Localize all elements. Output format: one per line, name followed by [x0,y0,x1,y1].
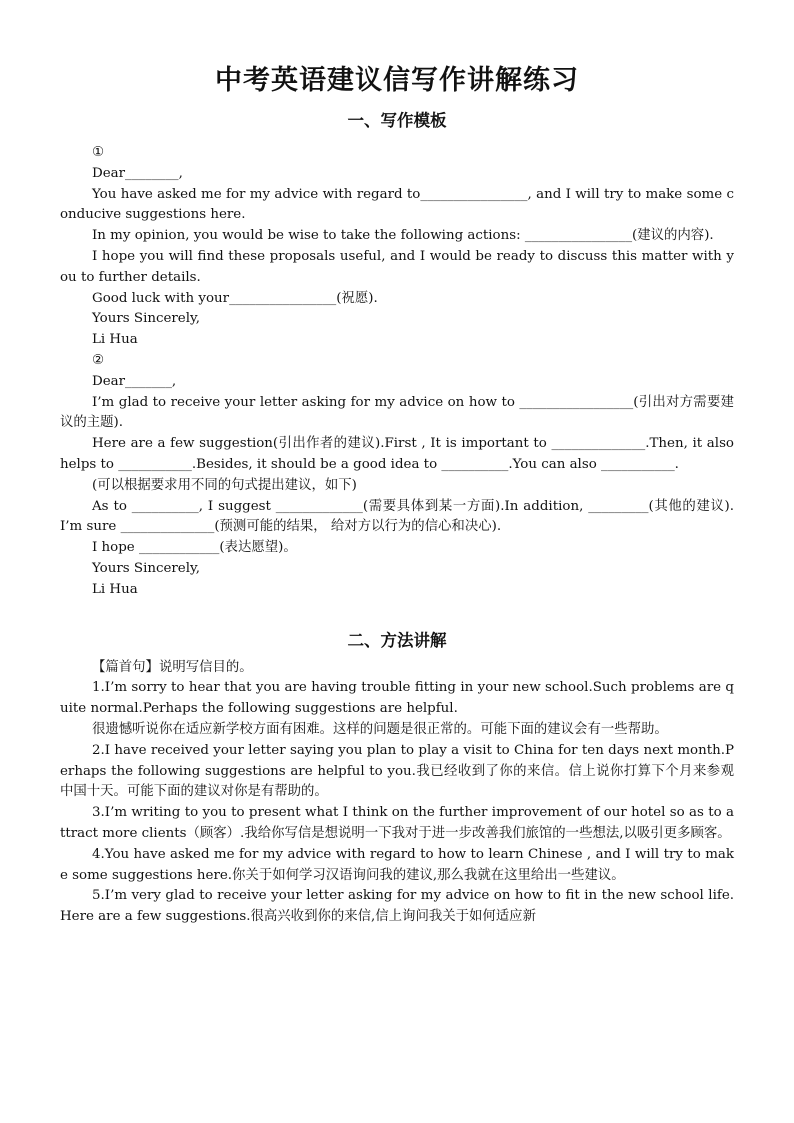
template-line: Dear_______, [92,373,177,389]
template-line: Here are a few suggestion(引出作者的建议).First , It is important to ______________.Then, it also helps to ___________.Besides, it should be a good idea to __________.You can also ___________. [60,436,739,472]
method-line: 3.I’m writing to you to present what I think on the further improvement of our hotel so as to attract more clients（顾客）.我给你写信是想说明一下我对于进一步改善我们旅馆的一些想法,以吸引更多顾客。 [60,805,734,841]
template-line: I hope ____________(表达愿望)。 [92,540,297,556]
template-line: Li Hua [92,581,138,597]
document-page [60,62,739,928]
template-line: As to __________, I suggest _____________(需要具体到某一方面).In addition, _________(其他的建议).I’m sure ______________(预测可能的结果， 给对方以行为的信心和决心). [60,498,734,535]
template-marker-1: ① [92,145,105,160]
method-line: 2.I have received your letter saying you plan to play a visit to China for ten days next month.Perhaps the following suggestions are helpful to you.我已经收到了你的来信。信上说你打算下个月来参观中国十天。可能下面的建议对你是有帮助的。 [60,742,734,800]
template-line: Good luck with your________________(祝愿). [92,290,378,306]
method-line: 1.I’m sorry to hear that you are having trouble fitting in your new school.Such problems are quite normal.Perhaps the following suggestions are helpful. [60,680,734,717]
template-line: Li Hua [92,332,138,348]
template-line: Yours Sincerely, [92,560,201,576]
page-title: 中考英语建议信写作讲解练习 [215,65,579,96]
template-line: Yours Sincerely, [92,311,201,327]
template-line: In my opinion, you would be wise to take the following actions: ________________(建议的内容). [92,228,714,244]
section-heading-template: 一、写作模板 [347,111,447,130]
section-heading-method: 二、方法讲解 [347,630,447,650]
section-method-body [60,658,734,928]
template-line: You have asked me for my advice with regard to________________, and I will try to make some conducive suggestions here. [60,186,734,223]
template-line: Dear________, [92,165,183,181]
method-line: 很遗憾听说你在适应新学校方面有困难。这样的问题是很正常的。可能下面的建议会有一些帮助。 [92,721,668,737]
template-line: I hope you will find these proposals useful, and I would be ready to discuss this matter with you to further details. [60,248,734,285]
template-line: (可以根据要求用不同的句式提出建议，如下) [92,477,357,493]
method-line: 【篇首句】说明写信目的。 [92,659,253,675]
method-line: 4.You have asked me for my advice with regard to how to learn Chinese , and I will try to make some suggestions here.你关于如何学习汉语询问我的建议,那么我就在这里给出一些建议。 [60,846,734,883]
template-line: I’m glad to receive your letter asking for my advice on how to _________________(引出对方需要建议的主题). [60,394,734,431]
method-line: 5.I’m very glad to receive your letter asking for my advice on how to fit in the new school life.Here are a few suggestions.很高兴收到你的来信,信上询问我关于如何适应新 [60,888,734,925]
template-marker-2: ② [92,352,105,368]
section-template-body [60,143,739,601]
